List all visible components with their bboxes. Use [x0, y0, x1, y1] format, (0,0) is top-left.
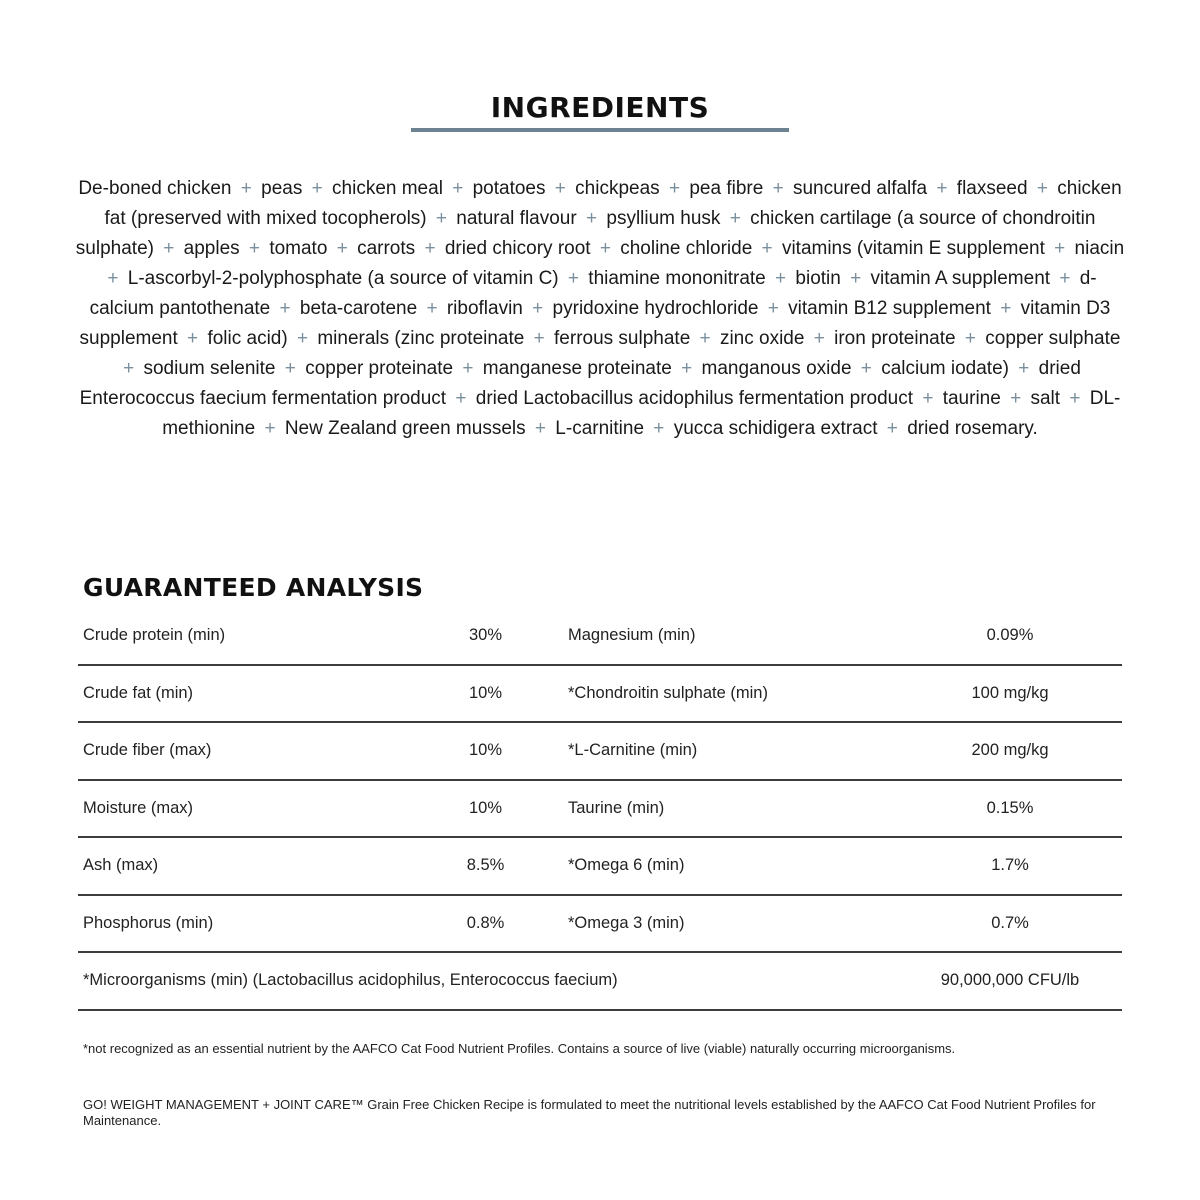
ingredient-item: d-calcium pantothenate [89, 268, 1097, 319]
ingredient-item: pea fibre [689, 178, 764, 199]
ingredient-item: L-carnitine [555, 418, 645, 439]
ingredient-item: dried Lactobacillus acidophilus fermentation product [475, 388, 914, 409]
plus-separator-icon: + [1054, 238, 1066, 259]
nutrient-name: Ash (max) [78, 837, 403, 895]
nutrient-name: *Chondroitin sulphate (min) [568, 665, 898, 723]
ingredient-item: niacin [1074, 238, 1125, 259]
plus-separator-icon: + [1036, 178, 1048, 199]
ingredient-item: dried rosemary. [907, 418, 1038, 439]
plus-separator-icon: + [532, 298, 544, 319]
nutrient-value: 8.5% [403, 837, 568, 895]
plus-separator-icon: + [296, 328, 309, 349]
plus-separator-icon: + [123, 358, 135, 379]
ingredient-item: minerals (zinc proteinate [317, 328, 525, 349]
plus-separator-icon: + [187, 328, 199, 349]
ingredient-item: peas [261, 178, 303, 199]
plus-separator-icon: + [860, 358, 872, 379]
nutrient-value: 0.8% [403, 895, 568, 953]
ingredient-item: vitamin D3 supplement [79, 298, 1111, 349]
ingredient-item: chickpeas [575, 178, 660, 199]
ingredient-item: pyridoxine hydrochloride [552, 298, 759, 319]
nutrient-name: Crude fat (min) [78, 665, 403, 723]
plus-separator-icon: + [1018, 358, 1030, 379]
plus-separator-icon: + [567, 268, 580, 289]
table-row [78, 837, 1122, 895]
plus-separator-icon: + [922, 388, 934, 409]
nutrient-name: Taurine (min) [568, 780, 898, 838]
plus-separator-icon: + [964, 328, 976, 349]
ingredients-heading: INGREDIENTS [490, 90, 710, 124]
nutrient-value: 0.7% [898, 895, 1122, 953]
ingredient-item: riboflavin [446, 298, 523, 319]
plus-separator-icon: + [775, 268, 787, 289]
ingredient-item: DL-methionine [162, 388, 1121, 439]
ingredient-item: salt [1030, 388, 1061, 409]
plus-separator-icon: + [599, 238, 611, 259]
ingredient-item: chicken meal [332, 178, 443, 199]
ingredient-item: chicken fat (preserved with mixed tocopherols) [104, 178, 1122, 229]
nutrient-value: 0.15% [898, 780, 1122, 838]
ingredient-item: beta-carotene [299, 298, 418, 319]
ingredient-item: iron proteinate [834, 328, 956, 349]
plus-separator-icon: + [1059, 268, 1071, 289]
ingredient-item: copper proteinate [305, 358, 454, 379]
nutrient-name: *Microorganisms (min) (Lactobacillus acidophilus, Enterococcus faecium) [78, 952, 898, 1010]
plus-separator-icon: + [850, 268, 862, 289]
plus-separator-icon: + [240, 178, 252, 199]
nutrient-name: *Omega 3 (min) [568, 895, 898, 953]
nutrient-value: 10% [403, 722, 568, 780]
plus-separator-icon: + [668, 178, 681, 199]
plus-separator-icon: + [886, 418, 898, 439]
ingredient-item: biotin [795, 268, 841, 289]
nutrient-name: *L-Carnitine (min) [568, 722, 898, 780]
plus-separator-icon: + [1010, 388, 1022, 409]
ingredient-item: carrots [357, 238, 416, 259]
ingredient-item: psyllium husk [606, 208, 721, 229]
ingredient-item: New Zealand green mussels [284, 418, 526, 439]
plus-separator-icon: + [426, 298, 438, 319]
plus-separator-icon: + [1069, 388, 1081, 409]
ingredient-item: ferrous sulphate [554, 328, 691, 349]
plus-separator-icon: + [264, 418, 276, 439]
ingredient-item: manganese proteinate [482, 358, 672, 379]
plus-separator-icon: + [554, 178, 566, 199]
table-row [78, 780, 1122, 838]
table-row-microorganisms [78, 952, 1122, 1010]
guaranteed-analysis-heading: GUARANTEED ANALYSIS [83, 572, 424, 602]
plus-separator-icon: + [585, 208, 598, 229]
nutrient-name: Magnesium (min) [568, 607, 898, 665]
ingredient-item: thiamine mononitrate [588, 268, 766, 289]
plus-separator-icon: + [279, 298, 291, 319]
plus-separator-icon: + [107, 268, 119, 289]
ingredient-item: De-boned chicken [78, 178, 232, 199]
nutrient-name: *Omega 6 (min) [568, 837, 898, 895]
ingredient-item: copper sulphate [985, 328, 1121, 349]
ingredient-item: folic acid) [207, 328, 288, 349]
ingredient-item: potatoes [472, 178, 546, 199]
nutrient-value: 200 mg/kg [898, 722, 1122, 780]
ingredient-item: natural flavour [456, 208, 577, 229]
plus-separator-icon: + [681, 358, 693, 379]
ingredient-item: dried chicory root [444, 238, 591, 259]
plus-separator-icon: + [699, 328, 711, 349]
nutrient-value: 10% [403, 665, 568, 723]
plus-separator-icon: + [936, 178, 948, 199]
ingredient-item: apples [183, 238, 240, 259]
ingredient-item: vitamin A supplement [870, 268, 1051, 289]
plus-separator-icon: + [813, 328, 825, 349]
ingredient-item: manganous oxide [701, 358, 852, 379]
nutrient-name: Phosphorus (min) [78, 895, 403, 953]
plus-separator-icon: + [767, 298, 779, 319]
plus-separator-icon: + [248, 238, 261, 259]
nutrient-value: 90,000,000 CFU/lb [898, 952, 1122, 1010]
plus-separator-icon: + [772, 178, 784, 199]
ingredient-item: vitamins (vitamin E supplement [781, 238, 1045, 259]
plus-separator-icon: + [534, 418, 547, 439]
nutrient-value: 10% [403, 780, 568, 838]
plus-separator-icon: + [435, 208, 448, 229]
plus-separator-icon: + [455, 388, 467, 409]
plus-separator-icon: + [761, 238, 773, 259]
ingredient-item: suncured alfalfa [792, 178, 928, 199]
ingredient-item: chicken cartilage (a source of chondroitin sulphate) [75, 208, 1096, 259]
heading-accent-rule [411, 128, 789, 132]
plus-separator-icon: + [336, 238, 348, 259]
ingredient-item: tomato [269, 238, 328, 259]
plus-separator-icon: + [163, 238, 175, 259]
table-row [78, 607, 1122, 665]
plus-separator-icon: + [311, 178, 323, 199]
ingredient-item: flaxseed [956, 178, 1028, 199]
table-row [78, 895, 1122, 953]
ingredient-item: calcium iodate) [881, 358, 1009, 379]
guaranteed-analysis-table [78, 607, 1122, 1011]
nutrient-value: 0.09% [898, 607, 1122, 665]
table-row [78, 722, 1122, 780]
plus-separator-icon: + [729, 208, 741, 229]
nutrient-name: Crude fiber (max) [78, 722, 403, 780]
ingredient-item: vitamin B12 supplement [788, 298, 991, 319]
plus-separator-icon: + [462, 358, 474, 379]
plus-separator-icon: + [653, 418, 665, 439]
nutrient-name: Moisture (max) [78, 780, 403, 838]
plus-separator-icon: + [533, 328, 545, 349]
ingredient-item: L-ascorbyl-2-polyphosphate (a source of vitamin C) [127, 268, 559, 289]
plus-separator-icon: + [452, 178, 464, 199]
plus-separator-icon: + [1000, 298, 1012, 319]
ingredient-item: taurine [942, 388, 1001, 409]
ingredient-item: zinc oxide [719, 328, 805, 349]
nutrient-value: 30% [403, 607, 568, 665]
nutrient-value: 1.7% [898, 837, 1122, 895]
table-row [78, 665, 1122, 723]
nutrient-value: 100 mg/kg [898, 665, 1122, 723]
ingredient-item: sodium selenite [143, 358, 276, 379]
ingredient-item: yucca schidigera extract [673, 418, 878, 439]
plus-separator-icon: + [424, 238, 436, 259]
aafco-footnote: *not recognized as an essential nutrient by the AAFCO Cat Food Nutrient Profiles. Contains a source of live (viable) naturally occurring microorganisms. [83, 1041, 956, 1056]
nutritional-adequacy-statement: GO! WEIGHT MANAGEMENT + JOINT CARE™ Grain Free Chicken Recipe is formulated to meet the nutritional levels established by the AAFCO Cat Food Nutrient Profiles for Maintenance. [83, 1097, 1096, 1128]
ingredient-item: dried Enterococcus faecium fermentation product [79, 358, 1081, 409]
ingredients-list [75, 174, 1125, 444]
nutrient-name: Crude protein (min) [78, 607, 403, 665]
plus-separator-icon: + [284, 358, 296, 379]
ingredient-item: choline chloride [620, 238, 753, 259]
